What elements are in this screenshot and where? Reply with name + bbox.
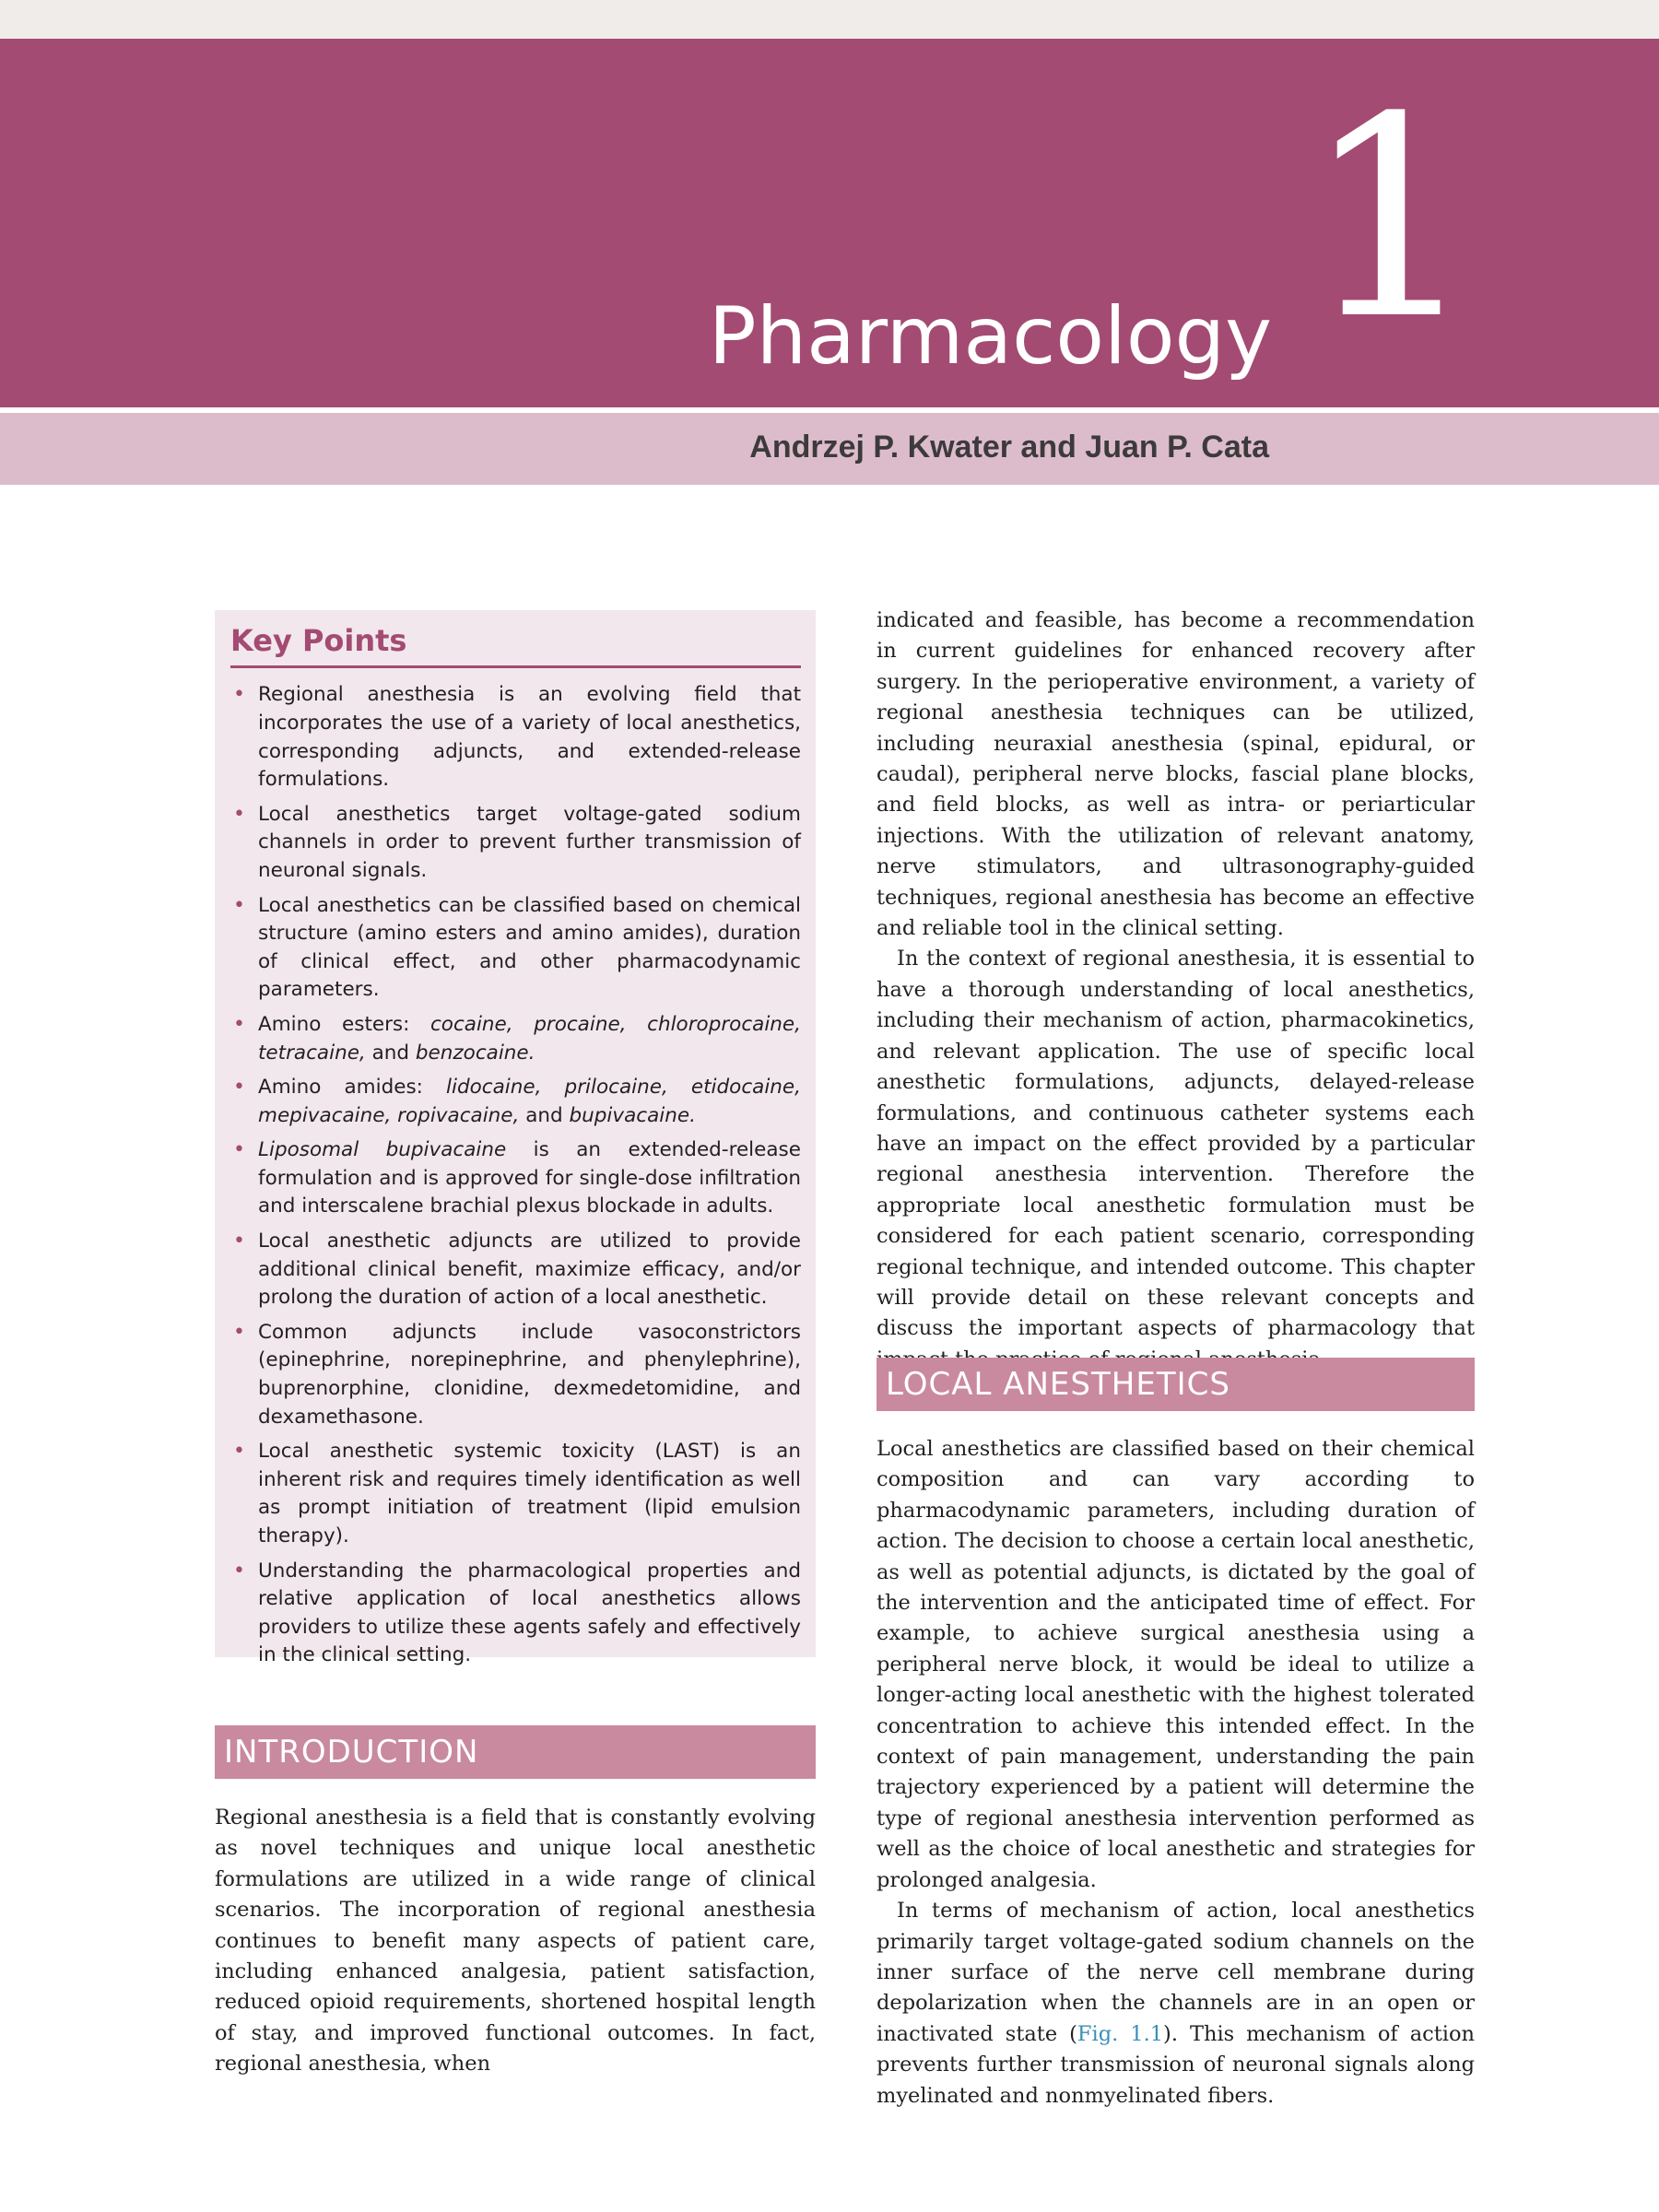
introduction-text	[215, 1803, 816, 2080]
key-point-conjunction: and	[365, 1041, 416, 1065]
key-point-item	[230, 801, 801, 886]
key-point-item	[230, 1011, 801, 1067]
key-point-label: Amino esters:	[258, 1012, 430, 1036]
key-point-text: Common adjuncts include vasoconstrictors (epinephrine, norepinephrine, and phenylephrine), buprenorphine, clonidine, dexmedetomidine, and dexamethasone.	[258, 1320, 801, 1429]
paragraph: indicated and feasible, has become a recommendation in current guidelines for enhanced recovery after surgery. In the perioperative environment, a variety of regional anesthesia techniques can be utilized, including neuraxial anesthesia (spinal, epidural, or caudal), peripheral nerve blocks, fascial plane blocks, and field blocks, as well as intra- or periarticular injections. With the utilization of relevant anatomy, nerve stimulators, and ultrasonography-guided techniques, regional anesthesia has become an effective and reliable tool in the clinical setting.	[877, 608, 1475, 941]
bullet-icon: •	[233, 1012, 245, 1036]
key-point-text: Local anesthetics target voltage-gated sodium channels in order to prevent further transmission of neuronal signals.	[258, 802, 801, 882]
key-point-conjunction: and	[519, 1103, 570, 1127]
key-points-title: Key Points	[230, 623, 801, 668]
bullet-icon: •	[233, 1440, 245, 1464]
figure-reference-link[interactable]: Fig. 1.1	[1077, 2021, 1164, 2046]
bullet-icon: •	[233, 893, 245, 917]
key-points-box	[215, 610, 816, 1667]
paragraph: Local anesthetics are classified based on their chemical composition and can vary according to pharmacodynamic parameters, including duration of action. The decision to choose a certain local anesthetic, as well as potential adjuncts, is dictated by the goal of the intervention and the anticipated time of effect. For example, to achieve surgical anesthesia using a peripheral nerve block, it would be ideal to utilize a longer-acting local anesthetic with the highest tolerated concentration to achieve this intended effect. In the context of pain management, understanding the pain trajectory experienced by a patient will determine the type of regional anesthesia intervention performed as well as the choice of local anesthetic and strategies for prolonged analgesia.	[877, 1437, 1475, 1892]
key-point-item	[230, 1558, 801, 1670]
key-point-text: Local anesthetics can be classified based on chemical structure (amino esters and amino amides), duration of clinical effect, and other pharmacodynamic parameters.	[258, 893, 801, 1002]
key-point-item	[230, 1074, 801, 1130]
key-point-text: Understanding the pharmacological properties and relative application of local anesthetics allows providers to utilize these agents safely and effectively in the clinical setting.	[258, 1559, 801, 1667]
local-anesthetics-text	[877, 1434, 1475, 2112]
key-point-item	[230, 892, 801, 1005]
key-point-text: Regional anesthesia is an evolving field that incorporates the use of a variety of local anesthetics, corresponding adjuncts, and extended-release formulations.	[258, 683, 801, 792]
introduction-continued	[877, 606, 1475, 1375]
chapter-number: 1	[1303, 58, 1479, 380]
key-points-list	[230, 681, 801, 1670]
introduction-paragraph: Regional anesthesia is a field that is constantly evolving as novel techniques and unique local anesthetic formulations are utilized in a wide range of clinical scenarios. The incorporation of regional anesthesia continues to benefit many aspects of patient care, including enhanced analgesia, patient satisfaction, reduced opioid requirements, shortened hospital length of stay, and improved functional outcomes. In fact, regional anesthesia, when	[215, 1806, 816, 2077]
bullet-icon: •	[233, 1320, 245, 1344]
chapter-authors: Andrzej P. Kwater and Juan P. Cata	[749, 429, 1269, 465]
key-point-drug-list: lidocaine, prilocaine, etidocaine, mepivacaine, ropivacaine,	[258, 1076, 801, 1127]
key-point-drug-name: Liposomal bupivacaine	[258, 1138, 507, 1162]
bullet-icon: •	[233, 1559, 245, 1583]
key-point-item	[230, 1228, 801, 1312]
bullet-icon: •	[233, 1230, 245, 1253]
introduction-heading: INTRODUCTION	[215, 1725, 816, 1779]
local-anesthetics-heading: LOCAL ANESTHETICS	[877, 1358, 1475, 1411]
page-top-strip	[0, 0, 1659, 39]
key-point-item	[230, 1136, 801, 1221]
key-point-item	[230, 1438, 801, 1550]
bullet-icon: •	[233, 683, 245, 707]
paragraph-text: ). This mechanism of action prevents further transmission of neuronal signals along myelinated and nonmyelinated fibers.	[877, 2021, 1475, 2108]
paragraph-mechanism	[877, 1896, 1475, 2112]
bullet-icon: •	[233, 1076, 245, 1100]
key-point-item	[230, 1319, 801, 1431]
key-point-text: Local anesthetic adjuncts are utilized to provide additional clinical benefit, maximize efficacy, and/or prolong the duration of action of a local anesthetic.	[258, 1230, 801, 1310]
key-point-text: Local anesthetic systemic toxicity (LAST) is an inherent risk and requires timely identification as well as prompt initiation of treatment (lipid emulsion therapy).	[258, 1440, 801, 1548]
chapter-title: Pharmacology	[708, 290, 1272, 382]
bullet-icon: •	[233, 1138, 245, 1162]
key-point-text: is an extended-release formulation and is approved for single-dose infiltration and interscalene brachial plexus blockade in adults.	[258, 1138, 801, 1218]
key-point-item	[230, 681, 801, 794]
key-point-label: Amino amides:	[258, 1076, 447, 1100]
key-point-drug-last: benzocaine.	[415, 1041, 535, 1065]
paragraph-text: In terms of mechanism of action, local anesthetics primarily target voltage-gated sodium channels on the inner surface of the nerve cell membrane during depolarization when the channels are in an open or inactivated state (	[877, 1899, 1475, 2046]
key-point-drug-list: cocaine, procaine, chloroprocaine, tetracaine,	[258, 1012, 801, 1065]
bullet-icon: •	[233, 802, 245, 826]
paragraph: In the context of regional anesthesia, it is essential to have a thorough understanding of local anesthetics, including their mechanism of action, pharmacokinetics, and relevant application. The use of specific local anesthetic formulations, adjuncts, delayed-release formulations, and continuous catheter systems each have an impact on the effect provided by a particular regional anesthesia intervention. Therefore the appropriate local anesthetic formulation must be considered for each patient scenario, corresponding regional technique, and intended outcome. This chapter will provide detail on these relevant concepts and discuss the important aspects of pharmacology that	[877, 947, 1475, 1341]
key-point-drug-last: bupivacaine.	[569, 1103, 696, 1127]
